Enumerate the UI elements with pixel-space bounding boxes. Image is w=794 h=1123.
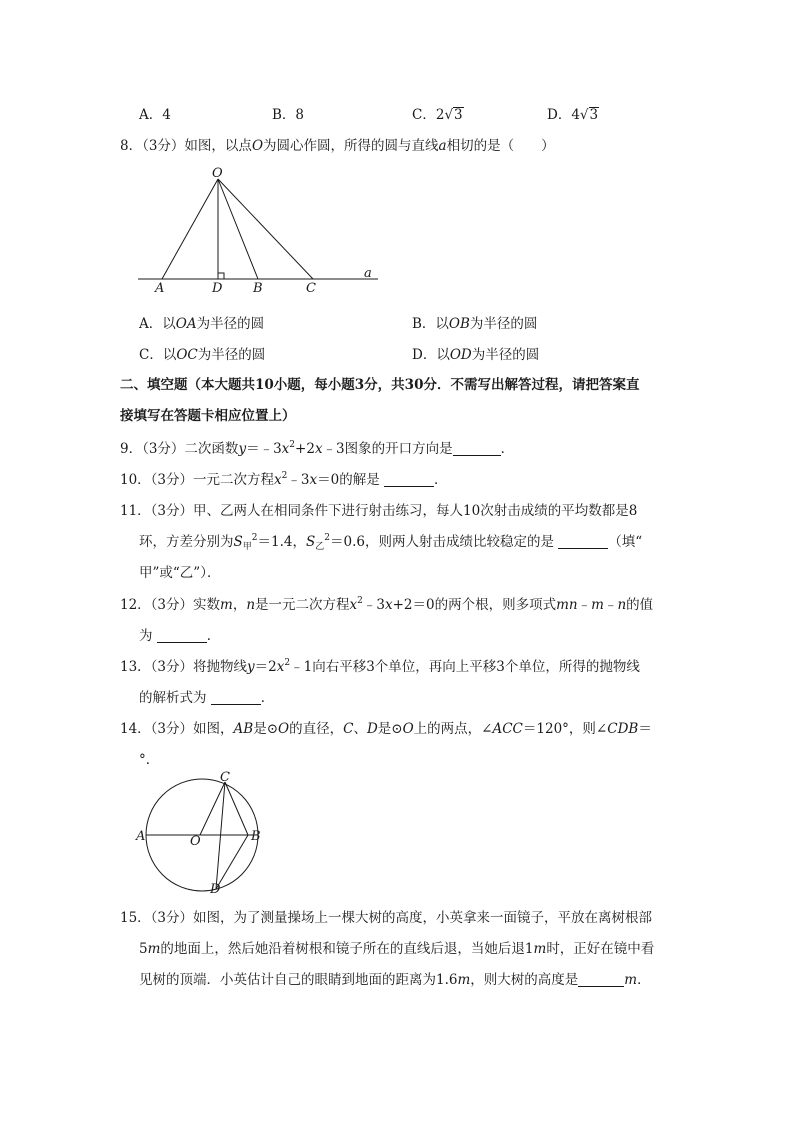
q7-option-c: C．2√3: [412, 107, 463, 123]
q8-stem: 8．（3分）如图，以点O为圆心作圆，所得的圆与直线a相切的是（ ）: [120, 138, 555, 154]
q13-line2: 的解析式为 ．: [139, 690, 275, 706]
right-angle-mark: [218, 273, 224, 279]
segment-db: [216, 835, 248, 889]
section-heading-line1: 二、填空题（本大题共10小题，每小题3分，共30分．不需写出解答过程，请把答案直: [120, 377, 640, 393]
q7-option-d: D．4√3: [547, 107, 599, 123]
q11-line2: 环，方差分别为$S_甲^2=1.4$，$S_乙^2=0.6$，则两人射击成绩比较稳定的是 （填“: [139, 533, 643, 552]
answer-blank: [578, 972, 624, 987]
section-heading-line2: 接填写在答题卡相应位置上）: [120, 408, 296, 424]
q15-line3: 见树的顶端．小英估计自己的眼睛到地面的距离为1.6m，则大树的高度是 m．: [139, 972, 651, 988]
label-c: C: [306, 281, 316, 295]
q14-line1: 14．（3分）如图，AB是⊙O的直径，C、D是⊙O上的两点，∠ACC＝120°，则∠CDB＝: [120, 721, 652, 737]
segment-ob: [218, 179, 258, 279]
label-line-a: a: [364, 266, 372, 281]
answer-blank: [453, 441, 501, 456]
segment-oa: [162, 179, 218, 279]
label-b: B: [253, 281, 263, 295]
label-b: B: [251, 829, 261, 844]
segment-cb: [225, 782, 248, 835]
answer-blank: [384, 472, 434, 487]
q8-option-d: D．以OD为半径的圆: [412, 347, 540, 363]
q13-line1: 13．（3分）将抛物线$y=2x^2﹣1$向右平移3个单位，再向上平移3个单位，所得的抛物线: [120, 658, 640, 675]
q15-line2: 5m的地面上，然后她沿着树根和镜子所在的直线后退，当她后退1m时，正好在镜中看: [139, 941, 655, 957]
label-c: C: [220, 770, 230, 785]
q7-option-b: B．8: [272, 107, 305, 123]
q8-figure: [130, 165, 390, 295]
answer-blank: [157, 628, 207, 643]
q12-line2: 为 ．: [139, 628, 221, 644]
q7-option-a: A．4: [139, 107, 171, 123]
answer-blank: [211, 690, 261, 705]
label-o: O: [212, 166, 223, 181]
q12-line1: 12．（3分）实数m，n是一元二次方程$x^2﹣3x+2=0$的两个根，则多项式mn﹣m﹣n的值: [120, 596, 654, 613]
q15-line1: 15．（3分）如图，为了测量操场上一棵大树的高度，小英拿来一面镜子，平放在离树根部: [120, 910, 653, 926]
q10: 10．（3分）一元二次方程$x^2﹣3x=0$的解是 ．: [120, 471, 448, 488]
q8-option-c: C．以OC为半径的圆: [139, 347, 266, 363]
q11-line1: 11．（3分）甲、乙两人在相同条件下进行射击练习，每人10次射击成绩的平均数都是8: [120, 503, 638, 519]
label-a: A: [155, 281, 165, 295]
q14-line2: °．: [139, 752, 160, 768]
segment-oc: [218, 179, 313, 279]
answer-blank: [558, 534, 608, 549]
q14-figure: [130, 765, 270, 897]
label-d: D: [212, 281, 223, 295]
label-o: O: [190, 834, 201, 849]
q11-line3: 甲”或“乙”）．: [139, 565, 221, 581]
q9: 9．（3分）二次函数$y=﹣3x^2+2x﹣3$图象的开口方向是 ．: [120, 440, 515, 457]
label-d: D: [210, 882, 221, 897]
label-a: A: [136, 829, 146, 844]
q8-option-a: A．以OA为半径的圆: [139, 316, 265, 332]
q8-option-b: B．以OB为半径的圆: [412, 316, 538, 332]
